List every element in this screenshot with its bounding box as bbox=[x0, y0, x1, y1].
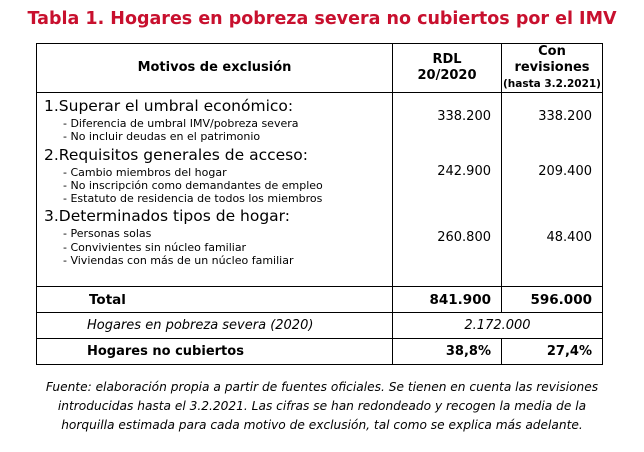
header-revisiones-line1: Con revisiones bbox=[514, 44, 590, 75]
section-title: 3.Determinados tipos de hogar: bbox=[44, 207, 291, 226]
section-title: 1.Superar el umbral económico: bbox=[44, 97, 294, 115]
no-cubiertos-row bbox=[37, 339, 603, 365]
motivos-cell bbox=[37, 93, 393, 287]
section-3 bbox=[37, 205, 392, 267]
rdl-value-3: 260.800 bbox=[437, 230, 491, 245]
header-rdl-line1: RDL bbox=[432, 52, 462, 67]
section-bullet: - No inscripción como demandantes de empleo bbox=[63, 178, 323, 192]
no-cubiertos-rdl: 38,8% bbox=[393, 339, 502, 365]
rdl-values-cell bbox=[393, 93, 502, 287]
header-row bbox=[37, 44, 603, 93]
pobreza-row bbox=[37, 313, 603, 339]
total-row bbox=[37, 287, 603, 313]
header-rdl-line2: 20/2020 bbox=[417, 68, 477, 83]
pobreza-label: Hogares en pobreza severa (2020) bbox=[37, 313, 393, 339]
pobreza-value: 2.172.000 bbox=[393, 313, 603, 339]
section-title: 2.Requisitos generales de acceso: bbox=[44, 145, 308, 164]
exclusion-table bbox=[36, 43, 603, 365]
header-revisiones-line2: (hasta 3.2.2021) bbox=[503, 78, 601, 90]
footnote-line: introducidas hasta el 3.2.2021. Las cifras se han redondeado y recogen la media de la bbox=[57, 399, 587, 413]
section-1 bbox=[37, 93, 392, 144]
motivos-body-row bbox=[37, 93, 603, 287]
section-bullet: - Convivientes sin núcleo familiar bbox=[63, 240, 247, 254]
no-cubiertos-revisiones: 27,4% bbox=[502, 339, 603, 365]
total-rdl: 841.900 bbox=[393, 287, 502, 313]
footnote-line: Fuente: elaboración propia a partir de fuentes oficiales. Se tienen en cuenta las revisiones bbox=[45, 380, 599, 394]
revisiones-values-cell bbox=[502, 93, 603, 287]
rdl-value-1: 338.200 bbox=[437, 109, 491, 124]
footnote bbox=[10, 378, 634, 435]
revisiones-value-1: 338.200 bbox=[538, 109, 592, 124]
no-cubiertos-label: Hogares no cubiertos bbox=[37, 339, 393, 365]
section-bullet: - Estatuto de residencia de todos los miembros bbox=[63, 192, 323, 206]
header-revisiones bbox=[502, 44, 603, 93]
total-label: Total bbox=[37, 287, 393, 313]
section-bullet: - No incluir deudas en el patrimonio bbox=[63, 130, 261, 144]
revisiones-value-3: 48.400 bbox=[546, 230, 592, 245]
header-motivos: Motivos de exclusión bbox=[37, 44, 393, 93]
header-rdl bbox=[393, 44, 502, 93]
section-bullet: - Viviendas con más de un núcleo familiar bbox=[63, 254, 294, 268]
section-bullet: - Personas solas bbox=[63, 227, 152, 241]
rdl-value-2: 242.900 bbox=[437, 164, 491, 179]
section-bullet: - Diferencia de umbral IMV/pobreza severa bbox=[63, 117, 299, 130]
total-revisiones: 596.000 bbox=[502, 287, 603, 313]
revisiones-value-2: 209.400 bbox=[538, 164, 592, 179]
section-bullet: - Cambio miembros del hogar bbox=[63, 165, 227, 179]
section-2 bbox=[37, 144, 392, 206]
footnote-line: horquilla estimada para cada motivo de exclusión, tal como se explica más adelante. bbox=[61, 418, 583, 432]
table-title: Tabla 1. Hogares en pobreza severa no cubiertos por el IMV bbox=[27, 9, 617, 29]
